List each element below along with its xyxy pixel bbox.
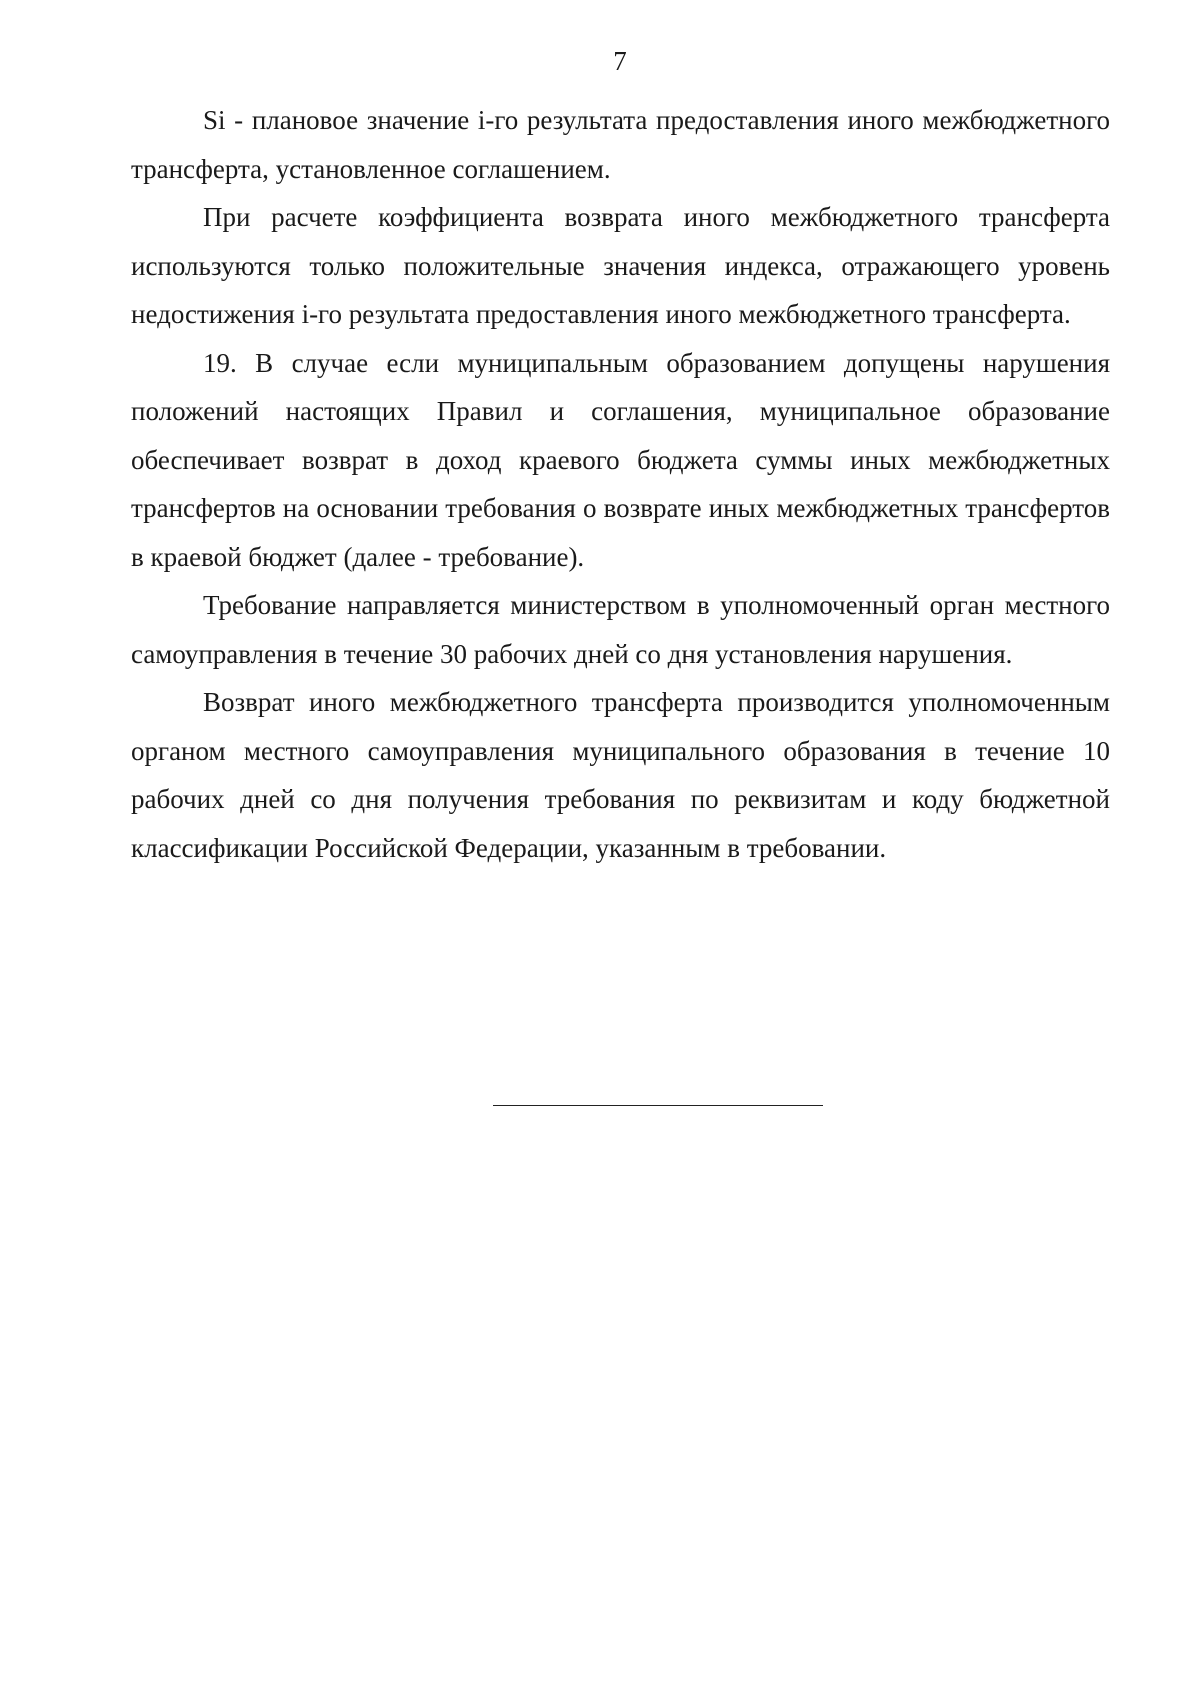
page-number: 7 [613, 46, 627, 76]
paragraph-return-coefficient: При расчете коэффициента возврата иного межбюджетного трансферта используются только положительные значения индекса, отражающего уровень недостижения i-го результата предоставления иного межбюджетного трансферта. [131, 202, 1110, 329]
paragraph-return-procedure: Возврат иного межбюджетного трансферта производится уполномоченным органом местного самоуправления муниципального образования в течение 10 рабочих дней со дня получения требования по реквизитам и коду бюджетной классификации Российской Федерации, указанным в требовании. [131, 687, 1110, 863]
paragraph-violation-return: 19. В случае если муниципальным образованием допущены нарушения положений настоящих Правил и соглашения, муниципальное образование обеспечивает возврат в доход краевого бюджета суммы иных межбюджетных трансфертов на основании требования о возврате иных межбюджетных трансфертов в краевой бюджет (далее - требование). [131, 347, 1110, 572]
paragraph-demand-sent: Требование направляется министерством в уполномоченный орган местного самоуправления в течение 30 рабочих дней со дня установления нарушения. [131, 590, 1110, 669]
paragraph-planned-value: Si - плановое значение i-го результата предоставления иного межбюджетного трансферта, установленное соглашением. [131, 105, 1110, 184]
end-of-document-rule [493, 1105, 823, 1106]
body-text [131, 96, 1110, 872]
